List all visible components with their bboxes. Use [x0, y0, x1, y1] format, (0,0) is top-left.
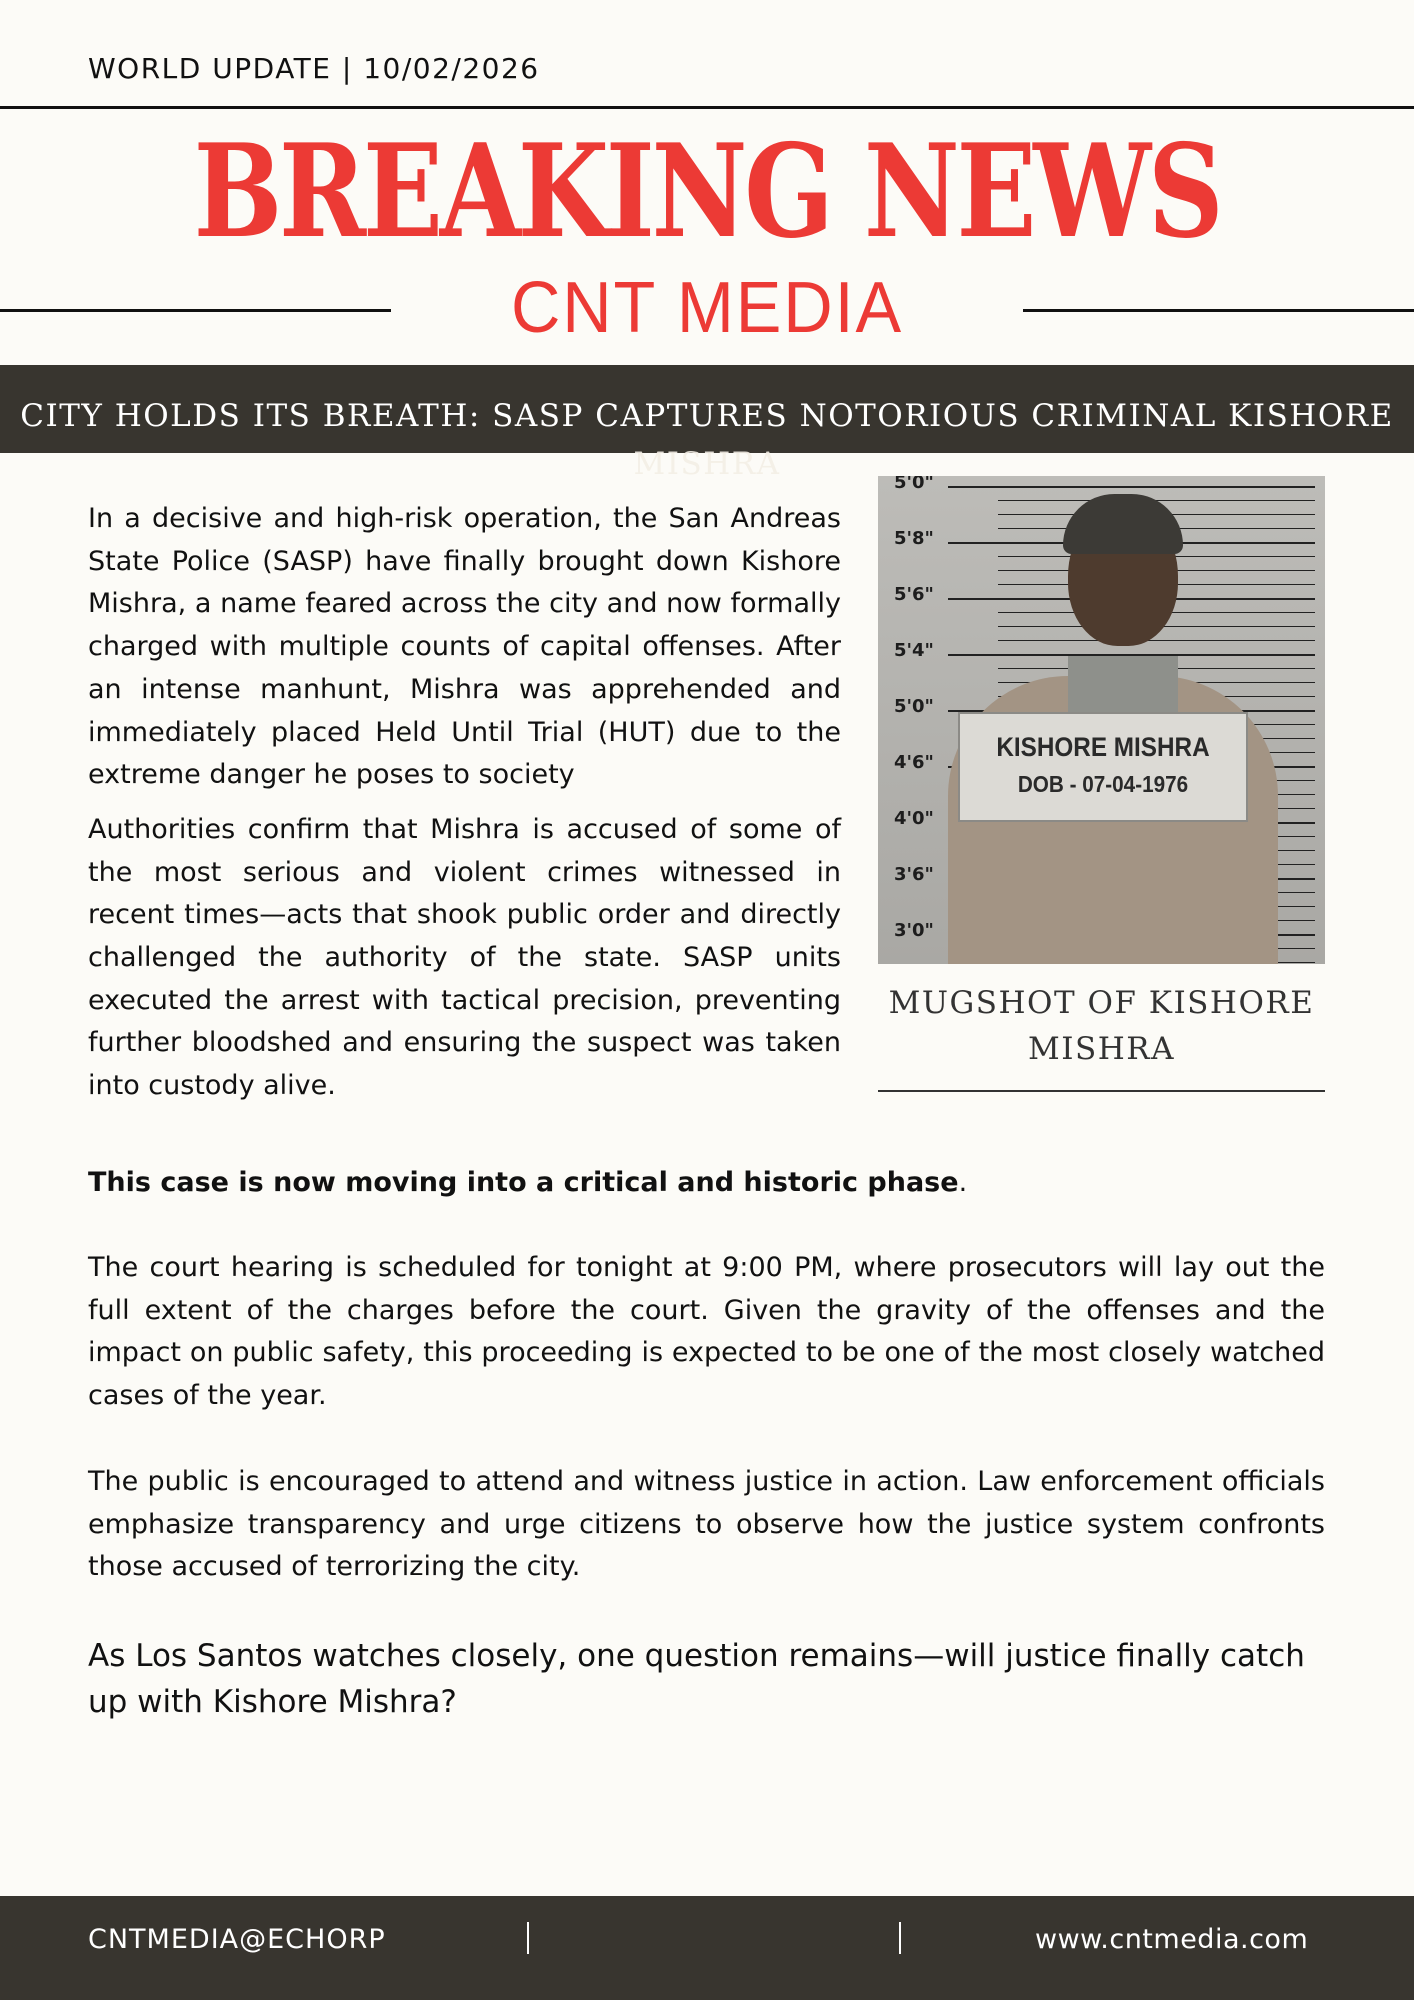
bold-statement	[88, 1162, 1325, 1205]
banner-headline	[0, 392, 1414, 488]
height-mark-label: 5'0"	[894, 696, 934, 717]
article-paragraph-2: Authorities confirm that Mishra is accused of some of the most serious and violent crimes witnessed in recent times—acts that shook public order and directly challenged the authority of the state. SASP units executed the arrest with tactical precision, preventing further bloodshed and ensuring the suspect was taken into custody alive.	[88, 813, 841, 1102]
headline: BREAKING NEWS	[193, 117, 1221, 267]
photo-caption: MUGSHOT OF KISHORE MISHRA	[888, 985, 1315, 1067]
article-closing: As Los Santos watches closely, one question remains—will justice finally catch up with Kishore Mishra?	[88, 1638, 1305, 1720]
brand-name: CNT MEDIA	[510, 268, 904, 348]
sign-name: KISHORE MISHRA	[996, 732, 1210, 762]
height-line-minor	[998, 640, 1315, 641]
height-line-major	[948, 486, 1315, 488]
footer-separator	[527, 1922, 529, 1954]
article-paragraph-3: The court hearing is scheduled for tonight at 9:00 PM, where prosecutors will lay out the full extent of the charges before the court. Given the gravity of the offenses and the impact on public safety, this proceeding is expected to be one of the most closely watched cases of the year.	[88, 1252, 1325, 1412]
top-divider	[0, 106, 1414, 109]
footer-website-link[interactable]: www.cntmedia.com	[1035, 1924, 1309, 1955]
height-mark-label: 5'4"	[894, 640, 934, 661]
article-paragraph-1: In a decisive and high-risk operation, the San Andreas State Police (SASP) have finally brought down Kishore Mishra, a name feared across the city and now formally charged with multiple counts of capital offenses. After an intense manhunt, Mishra was apprehended and immediately placed Held Until Trial (HUT) due to the extreme danger he poses to society	[88, 503, 841, 791]
bold-statement-text: This case is now moving into a critical and historic phase	[88, 1167, 959, 1198]
caption-divider	[878, 1090, 1325, 1092]
article-column	[88, 498, 841, 1120]
height-mark-label: 5'6"	[894, 584, 934, 605]
booking-sign	[958, 712, 1248, 822]
banner-line-2: MISHRA	[633, 446, 781, 483]
mugshot-photo	[878, 476, 1325, 964]
height-mark-label: 5'8"	[894, 528, 934, 549]
article-paragraph-4: The public is encouraged to attend and witness justice in action. Law enforcement officials emphasize transparency and urge citizens to observe how the justice system confronts those accused of terrorizing the city.	[88, 1466, 1325, 1583]
dateline: WORLD UPDATE | 10/02/2026	[88, 52, 540, 85]
banner-line-1: CITY HOLDS ITS BREATH: SASP CAPTURES NOTORIOUS CRIMINAL KISHORE	[20, 398, 1394, 434]
height-mark-label: 4'6"	[894, 752, 934, 773]
footer-separator	[899, 1922, 901, 1954]
height-mark-label: 5'0"	[894, 476, 934, 493]
height-mark-label: 4'0"	[894, 808, 934, 829]
bold-statement-period: .	[958, 1167, 968, 1198]
height-mark-label: 3'6"	[894, 864, 934, 885]
footer-handle[interactable]: CNTMEDIA@ECHORP	[88, 1924, 386, 1955]
sign-dob: DOB - 07-04-1976	[1017, 771, 1189, 797]
height-mark-label: 3'0"	[894, 920, 934, 941]
